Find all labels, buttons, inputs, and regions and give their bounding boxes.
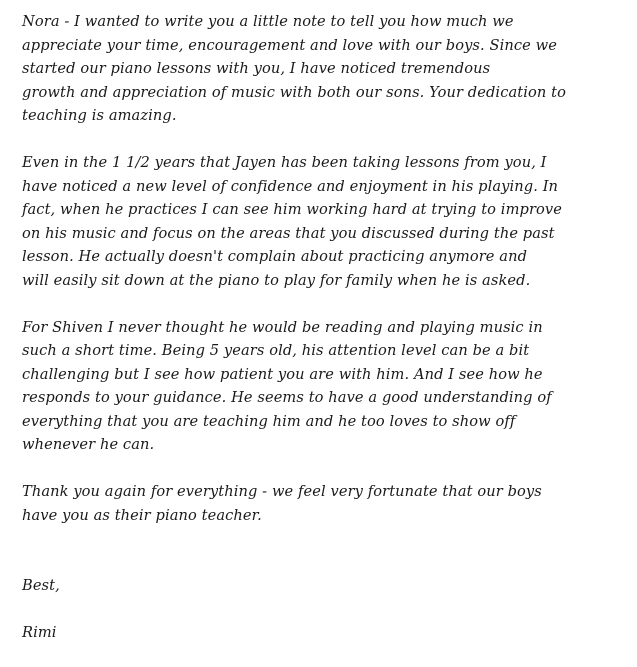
text-line: challenging but I see how patient you are with him. And I see how he xyxy=(22,365,543,383)
text-line: lesson. He actually doesn't complain about practicing anymore and xyxy=(22,248,528,265)
paragraph-4 xyxy=(22,480,622,527)
text-line: have noticed a new level of confidence and enjoyment in his playing. In xyxy=(22,177,559,195)
text-line: responds to your guidance. He seems to have a good understanding of xyxy=(22,389,552,406)
text-line: Thank you again for everything - we feel very fortunate that our boys xyxy=(22,483,542,500)
text-line: Even in the 1 1/2 years that Jayen has been taking lessons from you, I xyxy=(22,154,547,171)
paragraph-spacer xyxy=(22,457,622,481)
text-line: For Shiven I never thought he would be reading and playing music in xyxy=(22,318,543,336)
text-line: on his music and focus on the areas that you discussed during the past xyxy=(22,224,555,242)
text-line: Nora - I wanted to write you a little note to tell you how much we xyxy=(22,13,514,30)
signature-spacer xyxy=(22,598,622,622)
paragraph-spacer xyxy=(22,292,622,316)
paragraph-3 xyxy=(22,316,622,457)
paragraph-1 xyxy=(22,10,622,128)
paragraph-2 xyxy=(22,151,622,292)
text-line: everything that you are teaching him and he too loves to show off xyxy=(22,412,516,430)
text-line: whenever he can. xyxy=(22,436,155,453)
closing: Best, xyxy=(22,577,60,594)
text-line: appreciate your time, encouragement and love with our boys. Since we xyxy=(22,36,557,54)
text-line: will easily sit down at the piano to play for family when he is asked. xyxy=(22,271,531,289)
paragraph-spacer xyxy=(22,128,622,152)
text-line: have you as their piano teacher. xyxy=(22,506,262,524)
text-line: growth and appreciation of music with both our sons. Your dedication to xyxy=(22,83,566,101)
signature: Rimi xyxy=(22,624,57,641)
letter-body xyxy=(22,10,622,645)
text-line: fact, when he practices I can see him working hard at trying to improve xyxy=(22,201,562,218)
text-line: teaching is amazing. xyxy=(22,107,177,124)
text-line: started our piano lessons with you, I have noticed tremendous xyxy=(22,60,491,77)
closing-spacer xyxy=(22,527,622,574)
text-line: such a short time. Being 5 years old, his attention level can be a bit xyxy=(22,342,530,359)
